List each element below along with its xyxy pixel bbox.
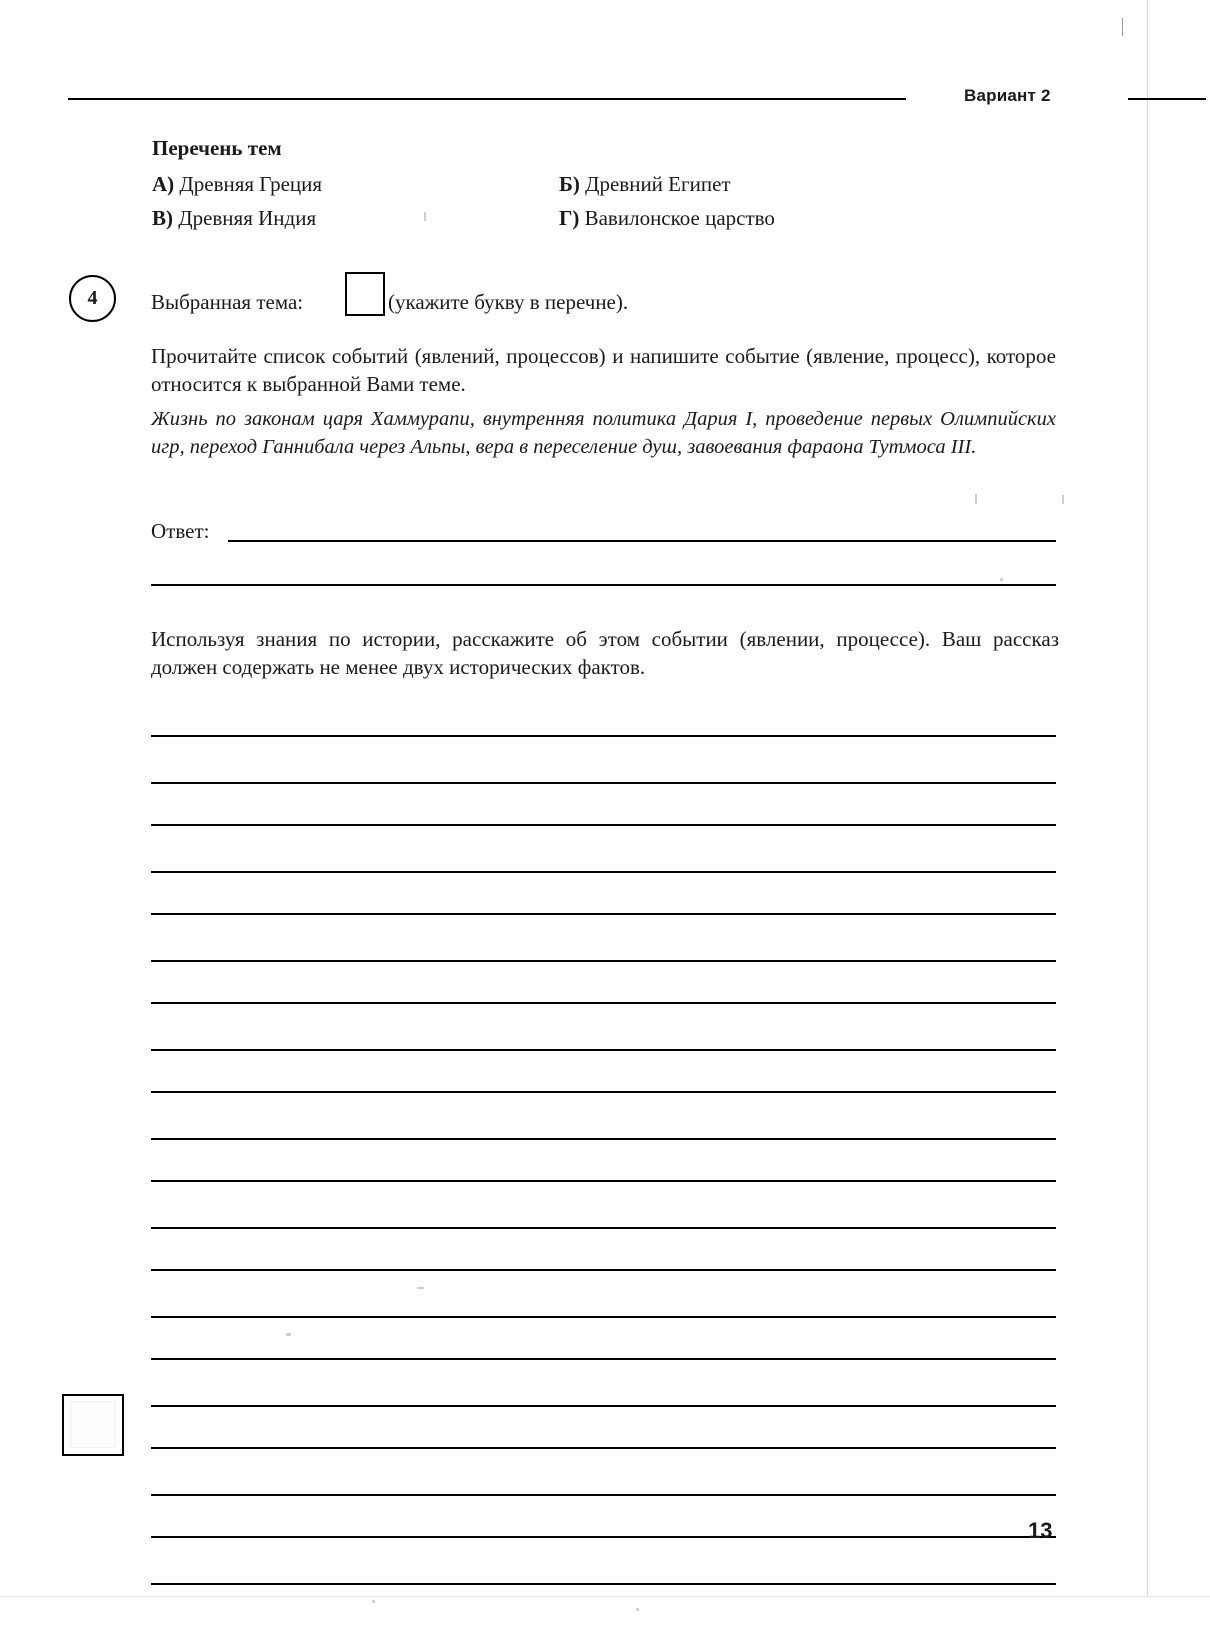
topic-letter-a: А) <box>152 172 180 196</box>
topic-label-b: Древний Египет <box>585 172 731 196</box>
answer-label: Ответ: <box>151 519 210 543</box>
scan-speck <box>636 1608 639 1611</box>
scan-speck <box>1000 578 1003 581</box>
writing-line[interactable] <box>151 1049 1056 1051</box>
writing-line[interactable] <box>151 824 1056 826</box>
writing-line[interactable] <box>151 960 1056 962</box>
answer-line-2[interactable] <box>151 584 1056 586</box>
answer-line-1[interactable] <box>228 540 1056 542</box>
writing-line[interactable] <box>151 1494 1056 1496</box>
task-instruction: Прочитайте список событий (явлений, процессов) и напишите событие (явление, процесс), которое относится к выбранной Вами теме. <box>151 344 1056 396</box>
scan-speck <box>424 212 426 221</box>
topic-letter-v: В) <box>152 206 179 230</box>
writing-line[interactable] <box>151 782 1056 784</box>
scan-edge-right <box>1147 0 1210 1637</box>
writing-line[interactable] <box>151 1180 1056 1182</box>
page-header <box>68 86 1138 112</box>
writing-line[interactable] <box>151 1536 1056 1538</box>
topic-item-g <box>559 206 775 231</box>
writing-line[interactable] <box>151 1091 1056 1093</box>
header-rule-right <box>1128 98 1206 100</box>
scan-edge-bottom <box>0 1596 1210 1637</box>
topic-label-g: Вавилонское царство <box>584 206 775 230</box>
topic-label-a: Древняя Греция <box>179 172 323 196</box>
task-instruction-secondary: Используя знания по истории, расскажите об этом событии (явлении, процессе). Ваш рассказ должен содержать не менее двух исторических фактов. <box>151 627 1059 680</box>
topic-item-v <box>152 206 316 231</box>
writing-line[interactable] <box>151 1358 1056 1360</box>
writing-line[interactable] <box>151 1447 1056 1449</box>
variant-label: Вариант 2 <box>964 86 1051 105</box>
page-number: 13 <box>1028 1518 1053 1543</box>
scan-speck <box>286 1333 291 1336</box>
writing-line[interactable] <box>151 1316 1056 1318</box>
writing-line[interactable] <box>151 1405 1056 1407</box>
topic-item-a <box>152 172 322 197</box>
corner-marker-inner <box>70 1401 116 1448</box>
writing-line[interactable] <box>151 913 1056 915</box>
topic-item-b <box>559 172 731 197</box>
topic-letter-g: Г) <box>559 206 585 230</box>
task-number-bubble: 4 <box>69 275 116 322</box>
events-list-text: Жизнь по законам царя Хаммурапи, внутренняя политика Дария I, проведение первых Олимпийских игр, переход Ганнибала через Альпы, вера в переселение душ, завоевания фараона Тутмоса III. <box>151 408 1056 459</box>
scan-speck <box>1062 495 1064 504</box>
writing-line[interactable] <box>151 1227 1056 1229</box>
header-rule-left <box>68 98 906 100</box>
scan-speck <box>417 1287 424 1289</box>
writing-line[interactable] <box>151 1269 1056 1271</box>
writing-line[interactable] <box>151 871 1056 873</box>
scan-tick-mark <box>1122 18 1123 36</box>
chosen-topic-label: Выбранная тема: <box>151 290 304 314</box>
topic-label-v: Древняя Индия <box>178 206 317 230</box>
writing-line[interactable] <box>151 1002 1056 1004</box>
scan-speck <box>372 1600 375 1603</box>
scan-speck <box>975 494 977 504</box>
writing-line[interactable] <box>151 1583 1056 1585</box>
writing-line[interactable] <box>151 735 1056 737</box>
chosen-topic-input[interactable] <box>345 272 385 316</box>
topic-letter-b: Б) <box>559 172 586 196</box>
chosen-topic-hint: (укажите букву в перечне). <box>388 290 629 314</box>
writing-line[interactable] <box>151 1138 1056 1140</box>
topics-title: Перечень тем <box>152 136 282 160</box>
